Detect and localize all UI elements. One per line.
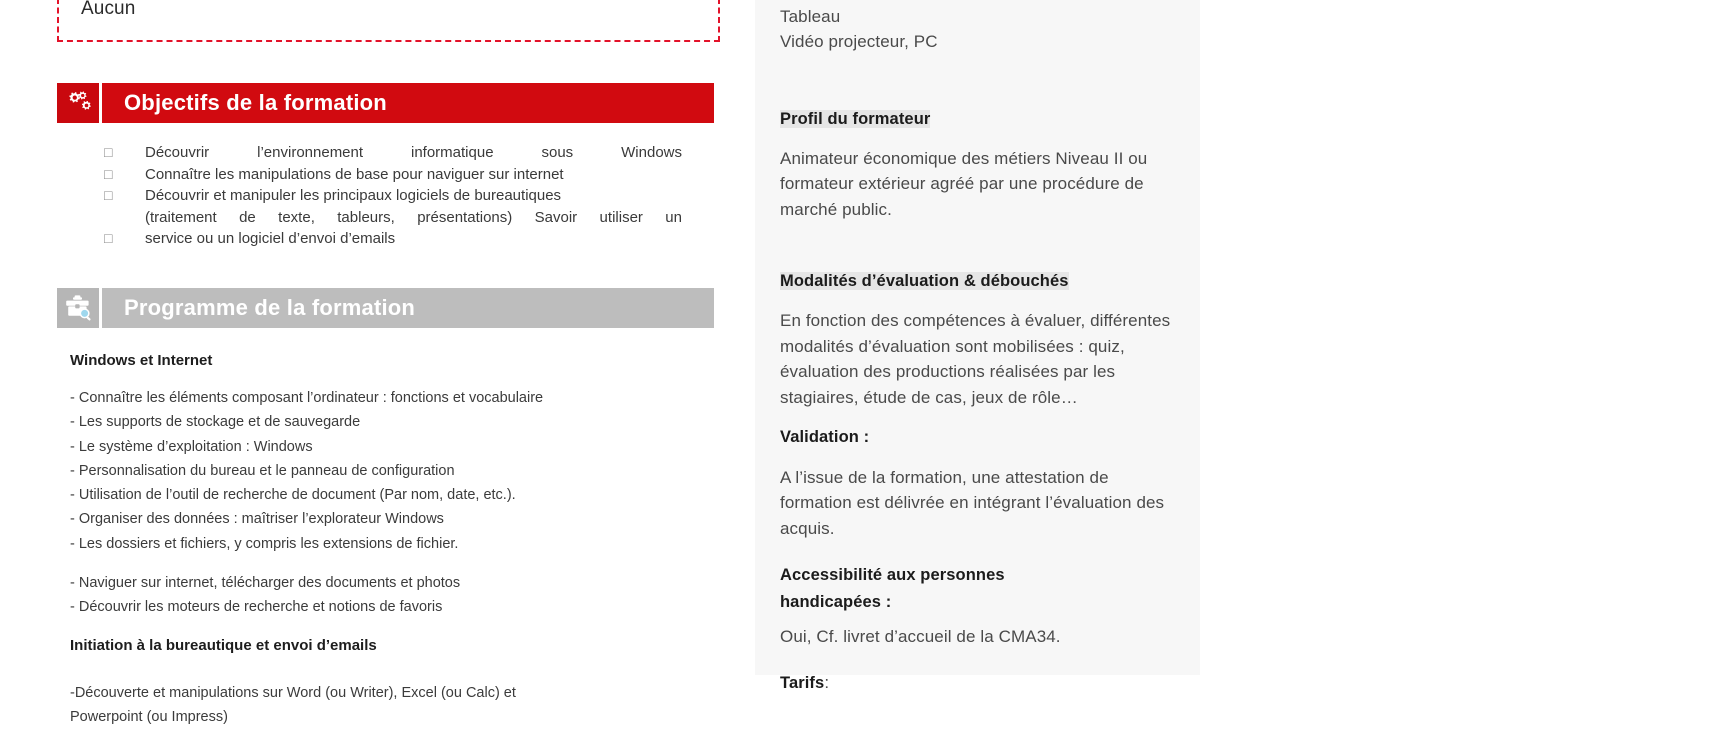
checkbox-icon: □ bbox=[104, 144, 113, 160]
spacer bbox=[780, 55, 1180, 107]
spacer bbox=[780, 616, 1180, 624]
materiel-line: Vidéo projecteur, PC bbox=[780, 32, 938, 51]
spacer bbox=[70, 620, 720, 635]
objectif-text: Découvrir et manipuler les principaux logiciels de bureautiques bbox=[145, 187, 562, 204]
modalites-body: En fonction des compétences à évaluer, différentes modalités d’évaluation sont mobilisées : quiz, évaluation des productions réalisées par les stagiaires, étude de cas, jeux de rôle… bbox=[780, 310, 1171, 408]
spacer bbox=[780, 294, 1180, 308]
validation-body: A l’issue de la formation, une attestation de formation est délivrée en intégrant l’évaluation des acquis. bbox=[780, 467, 1165, 539]
programme-line: - Découvrir les moteurs de recherche et notions de favoris bbox=[70, 599, 443, 616]
programme-block-heading: Initiation à la bureautique et envoi d’emails bbox=[70, 636, 377, 654]
gears-icon bbox=[57, 83, 99, 123]
briefcase-search-icon bbox=[57, 288, 99, 328]
spacer bbox=[780, 451, 1180, 465]
objectifs-list bbox=[104, 142, 684, 250]
checkbox-icon: □ bbox=[104, 230, 113, 246]
modalites-heading-wrap bbox=[780, 269, 1180, 294]
spacer bbox=[70, 556, 720, 571]
programme-block-heading: Windows et Internet bbox=[70, 352, 213, 369]
left-column bbox=[0, 0, 755, 725]
modalites-heading: Modalités d’évaluation & débouchés bbox=[780, 271, 1069, 290]
objectif-item bbox=[104, 142, 684, 164]
profil-body: Animateur économique des métiers Niveau II ou formateur extérieur agréé par une procédure de marché public. bbox=[780, 148, 1148, 220]
programme-line: - Le système d’exploitation : Windows bbox=[70, 438, 313, 455]
spacer bbox=[780, 223, 1180, 269]
profil-heading: Profil du formateur bbox=[780, 109, 931, 128]
right-sidebar bbox=[755, 0, 1200, 692]
programme-line: - Les supports de stockage et de sauvegarde bbox=[70, 414, 361, 431]
objectif-item bbox=[104, 164, 684, 186]
programme-line: - Connaître les éléments composant l’ordinateur : fonctions et vocabulaire bbox=[70, 390, 544, 406]
tarifs-separator: : bbox=[824, 672, 830, 692]
objectif-item bbox=[104, 228, 684, 250]
programme-line: - Organiser des données : maîtriser l’explorateur Windows bbox=[70, 511, 444, 528]
objectif-text: Connaître les manipulations de base pour naviguer sur internet bbox=[145, 165, 564, 183]
accessibilite-heading-line2: handicapées : bbox=[780, 592, 892, 611]
objectif-text: service ou un logiciel d’envoi d’emails bbox=[145, 230, 396, 247]
objectif-continuation-line: (traitement de texte, tableurs, présentations) Savoir utiliser un bbox=[145, 208, 682, 226]
watermark-logo bbox=[1610, 575, 1730, 715]
objectif-item bbox=[104, 185, 684, 207]
objectifs-section-header bbox=[57, 83, 714, 123]
objectif-text: Découvrir l’environnement informatique sous Windows bbox=[145, 144, 682, 161]
programme-title: Programme de la formation bbox=[102, 288, 714, 328]
spacer bbox=[780, 132, 1180, 146]
programme-line: - Personnalisation du bureau et le panneau de configuration bbox=[70, 462, 455, 479]
programme-line: Powerpoint (ou Impress) bbox=[70, 708, 228, 725]
accessibilite-heading bbox=[780, 562, 1080, 616]
programme-line: - Naviguer sur internet, télécharger des documents et photos bbox=[70, 575, 461, 592]
spacer bbox=[780, 542, 1180, 562]
checkbox-icon: □ bbox=[104, 187, 113, 203]
materiel-line: Tableau bbox=[780, 6, 841, 26]
right-content bbox=[780, 0, 1180, 696]
accessibilite-heading-line1: Accessibilité aux personnes bbox=[780, 565, 1005, 584]
programme-line: - Les dossiers et fichiers, y compris les extensions de fichier. bbox=[70, 535, 459, 552]
tarifs-heading: Tarifs bbox=[780, 673, 825, 692]
prerequisites-box bbox=[57, 0, 720, 42]
programme-line: - Utilisation de l’outil de recherche de document (Par nom, date, etc.). bbox=[70, 487, 516, 504]
objectifs-title: Objectifs de la formation bbox=[102, 83, 714, 123]
programme-section-header bbox=[57, 288, 714, 328]
prerequisites-value: Aucun bbox=[81, 0, 136, 19]
validation-heading: Validation : bbox=[780, 428, 870, 447]
profil-heading-wrap bbox=[780, 107, 1180, 132]
programme-body bbox=[70, 350, 720, 729]
programme-line: -Découverte et manipulations sur Word (ou Writer), Excel (ou Calc) et bbox=[70, 684, 516, 701]
spacer bbox=[70, 671, 720, 681]
accessibilite-body: Oui, Cf. livret d’accueil de la CMA34. bbox=[780, 626, 1061, 646]
checkbox-icon: □ bbox=[104, 165, 113, 182]
spacer bbox=[780, 411, 1180, 425]
spacer bbox=[780, 650, 1180, 670]
tarifs-row bbox=[780, 670, 1180, 697]
